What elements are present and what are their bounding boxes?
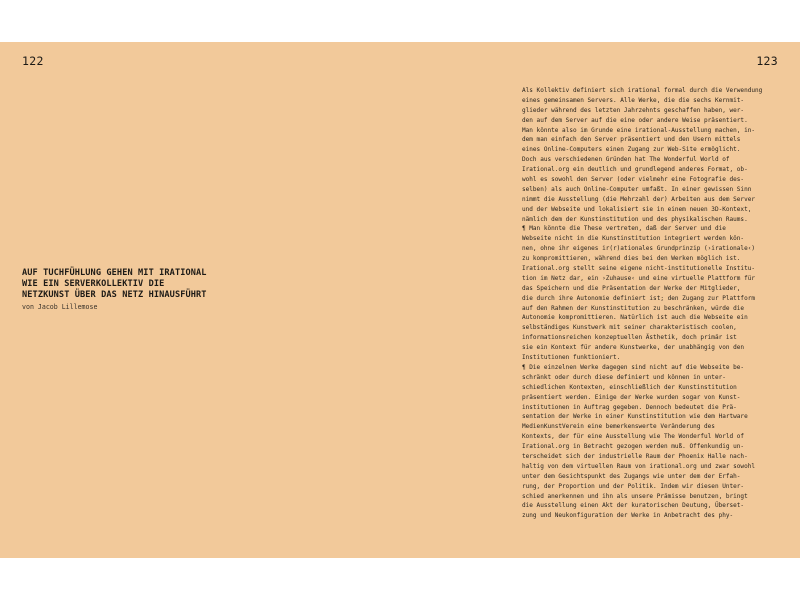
left-page	[0, 42, 400, 558]
body-text-line: zu kompromittieren, während dies bei den Werken möglich ist.	[522, 255, 741, 263]
body-text-line: rung, der Proportion und der Politik. Indem wir diesen Unter-	[522, 482, 745, 490]
body-text-line: wohl es sowohl den Server (oder vielmehr eine Fotografie des-	[522, 176, 745, 184]
body-text-line: glieder während des letzten Jahrzehnts geschaffen haben, wer-	[522, 106, 745, 114]
body-text-line: Irational.org in Betracht gezogen werden muß. Offenkundig un-	[522, 443, 745, 451]
body-text-line: MedienKunstVerein eine bemerkenswerte Veränderung des	[522, 423, 715, 431]
body-text-line: Doch aus verschiedenen Gründen hat The Wonderful World of	[522, 156, 730, 164]
body-text-line: sie ein Kontext für andere Kunstwerke, der unabhängig von den	[522, 344, 745, 352]
body-text-line: präsentiert werden. Einige der Werke wurden sogar von Kunst-	[522, 393, 741, 401]
body-text-line: Irational.org stellt seine eigene nicht-institutionelle Institu-	[522, 265, 755, 273]
body-text-line: schränkt oder durch diese definiert und können in unter-	[522, 373, 726, 381]
body-text-line: nimmt die Ausstellung (die Mehrzahl der) Arbeiten aus dem Server	[522, 195, 755, 203]
body-text-line: auf den Rahmen der Kunstinstitution zu beschränken, würde die	[522, 304, 745, 312]
article-title-line: NETZKUNST ÜBER DAS NETZ HINAUSFÜHRT	[22, 290, 207, 301]
body-text-line: dem man einfach den Server präsentiert und den Usern mittels	[522, 136, 741, 144]
body-text-line: selbständiges Kunstwerk mit seiner charakteristisch coolen,	[522, 324, 737, 332]
body-text-line: nen, ohne ihr eigenes ir(r)ationales Grundprinzip (›irationale‹)	[522, 245, 755, 253]
article-author: von Jacob Lillemose	[22, 302, 98, 311]
body-text-line: tion im Netz dar, ein ›Zuhause‹ und eine virtuelle Plattform für	[522, 274, 755, 282]
body-text-line: Kontexts, der für eine Ausstellung wie The Wonderful World of	[522, 433, 745, 441]
body-text-line: unter dem Gesichtspunkt des Zugangs wie unter dem der Erfah-	[522, 472, 741, 480]
body-text-column	[522, 86, 778, 521]
body-text-line: informationsreichen konzeptuellen Ästhetik, doch primär ist	[522, 334, 737, 342]
body-text-line: Irational.org ein deutlich und grundlegend anderes Format, ob-	[522, 166, 748, 174]
article-title-block	[22, 268, 282, 312]
right-page	[400, 42, 800, 558]
body-text-line: und der Webseite und lokalisiert sie in einem neuen 3D-Kontext,	[522, 205, 752, 213]
body-text-line: Als Kollektiv definiert sich irational formal durch die Verwendung	[522, 87, 763, 94]
body-text-line: haltig von dem virtuellen Raum von irational.org und zwar sowohl	[522, 462, 755, 470]
body-text-line: institutionen in Auftrag gegeben. Dennoch bedeutet die Prä-	[522, 403, 737, 411]
article-title-line: WIE EIN SERVERKOLLEKTIV DIE	[22, 279, 165, 290]
body-text-line: ¶ Man könnte die These vertreten, daß der Server und die	[522, 225, 726, 233]
body-text-line: nämlich dem der Kunstinstitution und des physikalischen Raums.	[522, 215, 748, 223]
body-text-line: schiedlichen Kontexten, einschließlich der Kunstinstitution	[522, 383, 737, 391]
body-text-line: zung und Neukonfiguration der Werke in Anbetracht des phy-	[522, 512, 734, 520]
body-text-line: sentation der Werke in einer Kunstinstitution wie dem Hartware	[522, 413, 748, 421]
body-text-line: eines Online-Computers einen Zugang zur Web-Site ermöglicht.	[522, 146, 741, 154]
book-spread	[0, 42, 800, 558]
article-title-line: AUF TUCHFÜHLUNG GEHEN MIT IRATIONAL	[22, 268, 207, 278]
page-number-right: 123	[756, 54, 778, 68]
body-text-line: ¶ Die einzelnen Werke dagegen sind nicht auf die Webseite be-	[522, 363, 745, 371]
body-text-line: eines gemeinsamen Servers. Alle Werke, die die sechs Kernmit-	[522, 96, 745, 104]
body-text-line: die durch ihre Autonomie definiert ist; den Zugang zur Plattform	[522, 294, 755, 302]
body-text-line: terscheidet sich der industrielle Raum der Phoenix Halle nach-	[522, 452, 748, 460]
body-text-line: Webseite nicht in die Kunstinstitution integriert werden kön-	[522, 235, 745, 243]
body-text-line: selben) als auch Online-Computer umfaßt. In einer gewissen Sinn	[522, 185, 752, 193]
body-text-line: schied anerkennen und ihn als unsere Prämisse benutzen, bringt	[522, 492, 748, 500]
body-text-line: den auf dem Server auf die eine oder andere Weise präsentiert.	[522, 116, 748, 124]
page-number-left: 122	[22, 54, 44, 68]
body-text-line: Autonomie kompromittieren. Natürlich ist auch die Webseite ein	[522, 314, 748, 322]
body-text-line: das Speichern und die Präsentation der Werke der Mitglieder,	[522, 284, 741, 292]
body-text-line: die Ausstellung einen Akt der kuratorischen Deutung, Überset-	[522, 502, 745, 510]
body-text-line: Institutionen funktioniert.	[522, 354, 621, 362]
body-text-line: Man könnte also im Grunde eine irational-Ausstellung machen, in-	[522, 126, 755, 134]
